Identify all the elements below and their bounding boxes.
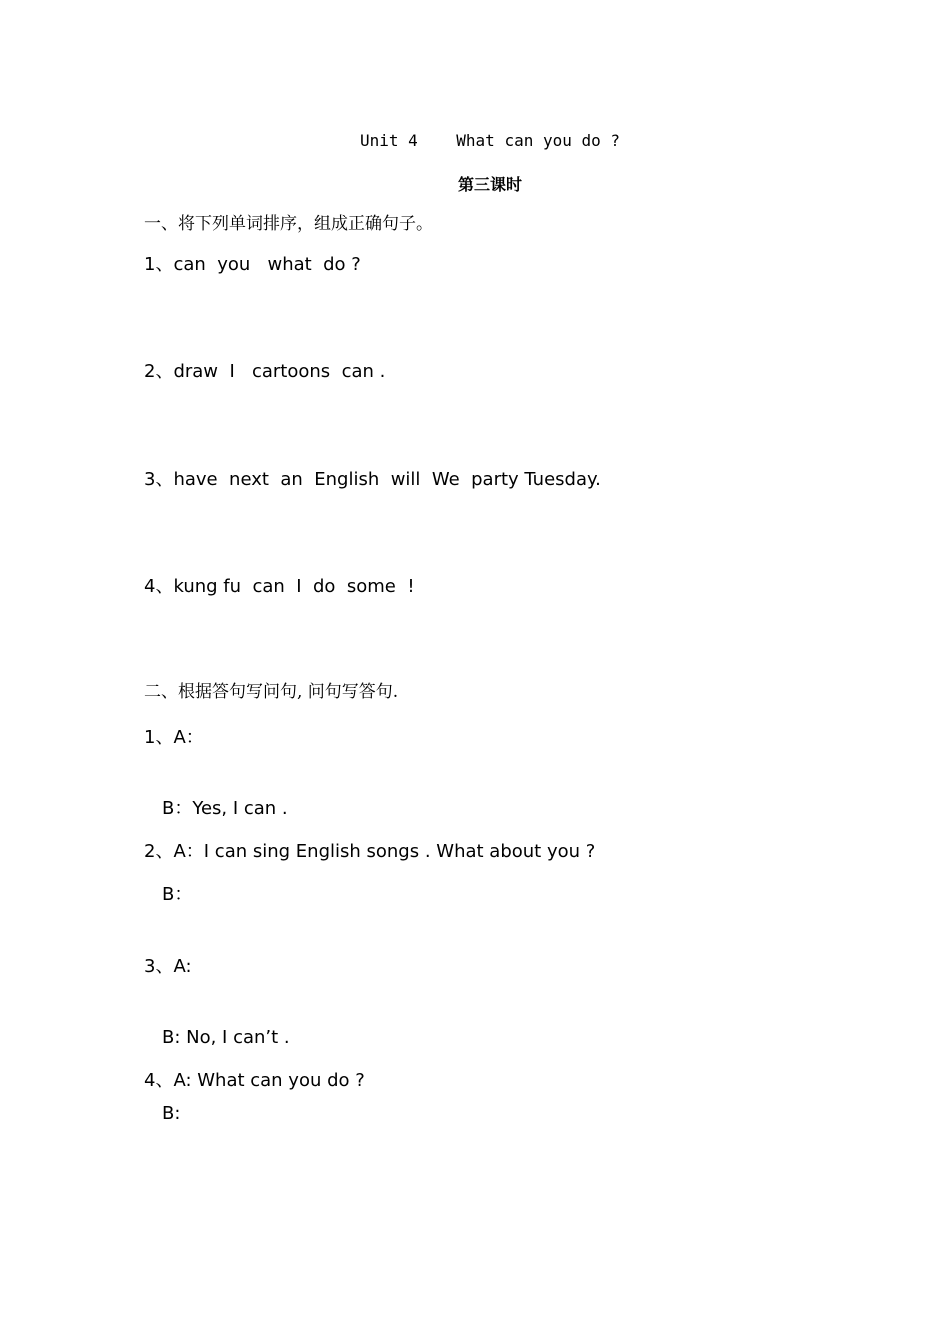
dialogue-4-answer: B:: [162, 1103, 181, 1124]
reorder-item-3: 3、have next an English will We party Tuesday.: [144, 469, 601, 490]
reorder-item-4: 4、kung fu can I do some !: [144, 576, 415, 597]
reorder-item-2: 2、draw I cartoons can .: [144, 361, 386, 382]
dialogue-1-question: 1、A：: [144, 727, 204, 748]
section2-heading: 二、根据答句写问句, 问句写答句.: [144, 682, 399, 702]
section1-heading: 一、将下列单词排序，组成正确句子。: [144, 214, 433, 234]
dialogue-2-question: 2、A：I can sing English songs . What about you ?: [144, 841, 596, 862]
reorder-item-1: 1、can you what do ?: [144, 254, 361, 275]
dialogue-3-question: 3、A:: [144, 956, 192, 977]
page-title: Unit 4 What can you do ?: [359, 131, 621, 150]
dialogue-1-answer: B：Yes, I can .: [162, 798, 288, 819]
dialogue-3-answer: B: No, I can’t .: [162, 1027, 290, 1048]
dialogue-4-question: 4、A: What can you do ?: [144, 1070, 365, 1091]
dialogue-2-answer: B：: [162, 884, 193, 905]
lesson-subtitle: 第三课时: [457, 175, 522, 194]
